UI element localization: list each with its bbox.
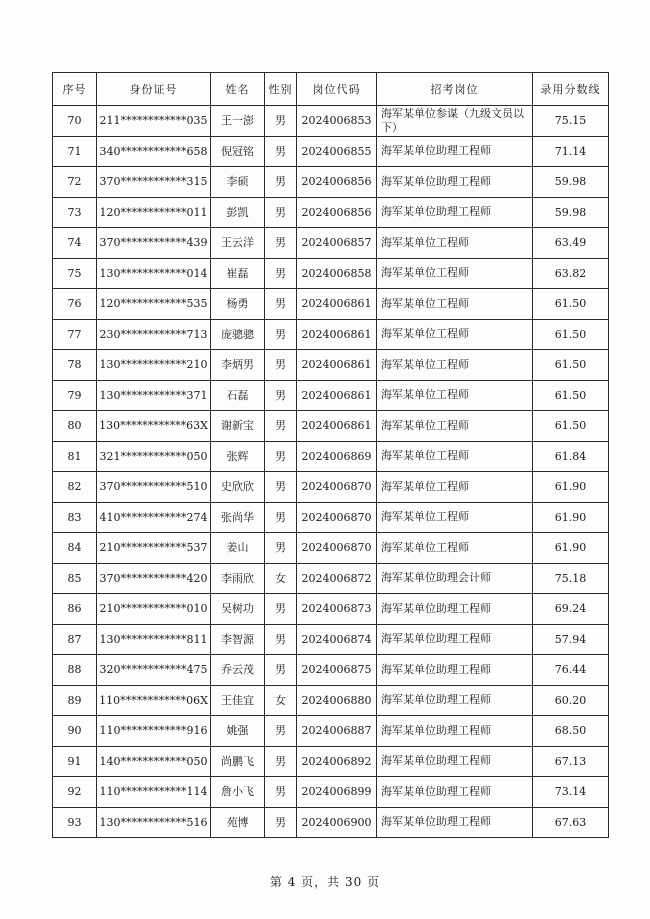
- cell-score: 63.82: [533, 258, 609, 289]
- cell-id-number: 120************011: [97, 197, 211, 228]
- cell-score: 67.63: [533, 807, 609, 838]
- cell-score: 57.94: [533, 624, 609, 655]
- cell-id-number: 130************371: [97, 380, 211, 411]
- cell-position: 海军某单位工程师: [377, 228, 533, 259]
- cell-position-code: 2024006853: [297, 106, 377, 137]
- cell-position-code: 2024006875: [297, 655, 377, 686]
- cell-gender: 女: [265, 685, 297, 716]
- cell-id-number: 370************420: [97, 563, 211, 594]
- table-row: [53, 380, 609, 411]
- cell-seq: 93: [53, 807, 97, 838]
- cell-score: 68.50: [533, 716, 609, 747]
- cell-position: 海军某单位助理工程师: [377, 167, 533, 198]
- cell-gender: 男: [265, 807, 297, 838]
- cell-id-number: 110************06X: [97, 685, 211, 716]
- column-header-gender: 性别: [265, 73, 297, 106]
- cell-name: 姜山: [211, 533, 265, 564]
- table-row: [53, 502, 609, 533]
- table-row: [53, 563, 609, 594]
- cell-score: 61.84: [533, 441, 609, 472]
- table-row: [53, 228, 609, 259]
- cell-name: 石磊: [211, 380, 265, 411]
- cell-seq: 85: [53, 563, 97, 594]
- cell-name: 王云洋: [211, 228, 265, 259]
- cell-position: 海军某单位助理工程师: [377, 746, 533, 777]
- cell-position: 海军某单位工程师: [377, 533, 533, 564]
- cell-seq: 84: [53, 533, 97, 564]
- cell-id-number: 110************114: [97, 777, 211, 808]
- cell-gender: 男: [265, 136, 297, 167]
- cell-seq: 77: [53, 319, 97, 350]
- cell-position: 海军某单位助理工程师: [377, 807, 533, 838]
- cell-score: 76.44: [533, 655, 609, 686]
- table-row: [53, 258, 609, 289]
- cell-id-number: 370************439: [97, 228, 211, 259]
- cell-gender: 男: [265, 197, 297, 228]
- cell-position-code: 2024006857: [297, 228, 377, 259]
- cell-gender: 男: [265, 655, 297, 686]
- cell-score: 61.90: [533, 502, 609, 533]
- cell-position-code: 2024006861: [297, 411, 377, 442]
- cell-score: 60.20: [533, 685, 609, 716]
- cell-name: 吴树功: [211, 594, 265, 625]
- cell-position: 海军某单位工程师: [377, 319, 533, 350]
- cell-gender: 男: [265, 533, 297, 564]
- table-row: [53, 472, 609, 503]
- cell-name: 姚强: [211, 716, 265, 747]
- cell-id-number: 340************658: [97, 136, 211, 167]
- cell-position-code: 2024006870: [297, 472, 377, 503]
- cell-score: 61.50: [533, 350, 609, 381]
- cell-id-number: 370************510: [97, 472, 211, 503]
- cell-score: 61.90: [533, 472, 609, 503]
- cell-position-code: 2024006861: [297, 380, 377, 411]
- cell-position: 海军某单位工程师: [377, 380, 533, 411]
- cell-position-code: 2024006900: [297, 807, 377, 838]
- cell-seq: 70: [53, 106, 97, 137]
- table-row: [53, 289, 609, 320]
- column-header-score: 录用分数线: [533, 73, 609, 106]
- cell-position: 海军某单位助理工程师: [377, 655, 533, 686]
- cell-score: 73.14: [533, 777, 609, 808]
- cell-id-number: 130************210: [97, 350, 211, 381]
- table-row: [53, 746, 609, 777]
- cell-gender: 男: [265, 167, 297, 198]
- cell-score: 69.24: [533, 594, 609, 625]
- cell-name: 乔云茂: [211, 655, 265, 686]
- page-number: 第 4 页，共 30 页: [269, 875, 381, 889]
- cell-gender: 男: [265, 289, 297, 320]
- table-row: [53, 777, 609, 808]
- cell-seq: 88: [53, 655, 97, 686]
- cell-position-code: 2024006856: [297, 167, 377, 198]
- cell-score: 71.14: [533, 136, 609, 167]
- cell-position-code: 2024006887: [297, 716, 377, 747]
- cell-name: 尚鹏飞: [211, 746, 265, 777]
- cell-name: 王佳宜: [211, 685, 265, 716]
- cell-gender: 男: [265, 258, 297, 289]
- cell-score: 63.49: [533, 228, 609, 259]
- table-row: [53, 350, 609, 381]
- cell-id-number: 210************537: [97, 533, 211, 564]
- table-row: [53, 716, 609, 747]
- cell-position: 海军某单位工程师: [377, 350, 533, 381]
- cell-id-number: 230************713: [97, 319, 211, 350]
- cell-position: 海军某单位助理工程师: [377, 685, 533, 716]
- cell-name: 庞骢骢: [211, 319, 265, 350]
- cell-gender: 男: [265, 319, 297, 350]
- cell-seq: 76: [53, 289, 97, 320]
- cell-position-code: 2024006869: [297, 441, 377, 472]
- cell-seq: 81: [53, 441, 97, 472]
- table-row: [53, 411, 609, 442]
- cell-seq: 75: [53, 258, 97, 289]
- cell-position: 海军某单位助理工程师: [377, 594, 533, 625]
- table-row: [53, 167, 609, 198]
- cell-score: 75.15: [533, 106, 609, 137]
- table-row: [53, 807, 609, 838]
- cell-gender: 男: [265, 228, 297, 259]
- cell-name: 张尚华: [211, 502, 265, 533]
- table-row: [53, 533, 609, 564]
- cell-gender: 男: [265, 502, 297, 533]
- cell-gender: 男: [265, 106, 297, 137]
- cell-score: 61.50: [533, 380, 609, 411]
- table-row: [53, 655, 609, 686]
- cell-position-code: 2024006861: [297, 289, 377, 320]
- cell-gender: 男: [265, 411, 297, 442]
- cell-name: 王一澎: [211, 106, 265, 137]
- cell-gender: 男: [265, 624, 297, 655]
- table-row: [53, 136, 609, 167]
- cell-seq: 87: [53, 624, 97, 655]
- admission-roster-table: [52, 72, 609, 838]
- cell-id-number: 370************315: [97, 167, 211, 198]
- cell-seq: 90: [53, 716, 97, 747]
- cell-position: 海军某单位助理会计师: [377, 563, 533, 594]
- cell-seq: 86: [53, 594, 97, 625]
- cell-id-number: 130************811: [97, 624, 211, 655]
- cell-position: 海军某单位工程师: [377, 441, 533, 472]
- cell-position: 海军某单位助理工程师: [377, 136, 533, 167]
- cell-position-code: 2024006861: [297, 350, 377, 381]
- cell-score: 59.98: [533, 197, 609, 228]
- cell-position-code: 2024006856: [297, 197, 377, 228]
- cell-position-code: 2024006861: [297, 319, 377, 350]
- cell-position-code: 2024006858: [297, 258, 377, 289]
- column-header-position-code: 岗位代码: [297, 73, 377, 106]
- cell-position-code: 2024006899: [297, 777, 377, 808]
- cell-position-code: 2024006870: [297, 502, 377, 533]
- table-header-row: [53, 73, 609, 106]
- cell-name: 詹小飞: [211, 777, 265, 808]
- cell-position: 海军某单位工程师: [377, 502, 533, 533]
- cell-position: 海军某单位工程师: [377, 472, 533, 503]
- cell-seq: 72: [53, 167, 97, 198]
- table-row: [53, 441, 609, 472]
- cell-position-code: 2024006872: [297, 563, 377, 594]
- cell-position: 海军某单位工程师: [377, 289, 533, 320]
- cell-name: 崔磊: [211, 258, 265, 289]
- cell-name: 倪冠铭: [211, 136, 265, 167]
- cell-position-code: 2024006873: [297, 594, 377, 625]
- table-row: [53, 106, 609, 137]
- cell-id-number: 320************475: [97, 655, 211, 686]
- cell-position: 海军某单位助理工程师: [377, 624, 533, 655]
- cell-name: 张辉: [211, 441, 265, 472]
- cell-position: 海军某单位工程师: [377, 258, 533, 289]
- cell-seq: 78: [53, 350, 97, 381]
- cell-position: 海军某单位参谋（九级文员以下）: [377, 106, 533, 137]
- cell-score: 75.18: [533, 563, 609, 594]
- cell-gender: 女: [265, 563, 297, 594]
- cell-seq: 83: [53, 502, 97, 533]
- cell-name: 李智源: [211, 624, 265, 655]
- cell-gender: 男: [265, 777, 297, 808]
- cell-score: 61.50: [533, 289, 609, 320]
- cell-id-number: 210************010: [97, 594, 211, 625]
- cell-position-code: 2024006855: [297, 136, 377, 167]
- cell-id-number: 410************274: [97, 502, 211, 533]
- cell-id-number: 130************63X: [97, 411, 211, 442]
- cell-position-code: 2024006892: [297, 746, 377, 777]
- column-header-id-number: 身份证号: [97, 73, 211, 106]
- cell-score: 59.98: [533, 167, 609, 198]
- cell-position: 海军某单位助理工程师: [377, 777, 533, 808]
- cell-name: 史欣欣: [211, 472, 265, 503]
- cell-position-code: 2024006870: [297, 533, 377, 564]
- column-header-position: 招考岗位: [377, 73, 533, 106]
- cell-position-code: 2024006880: [297, 685, 377, 716]
- table-row: [53, 319, 609, 350]
- cell-gender: 男: [265, 441, 297, 472]
- cell-id-number: 321************050: [97, 441, 211, 472]
- cell-gender: 男: [265, 746, 297, 777]
- cell-name: 杨勇: [211, 289, 265, 320]
- cell-score: 61.50: [533, 319, 609, 350]
- cell-id-number: 120************535: [97, 289, 211, 320]
- cell-seq: 74: [53, 228, 97, 259]
- cell-id-number: 110************916: [97, 716, 211, 747]
- cell-name: 彭凯: [211, 197, 265, 228]
- cell-seq: 73: [53, 197, 97, 228]
- table-row: [53, 594, 609, 625]
- cell-seq: 80: [53, 411, 97, 442]
- cell-name: 李雨欣: [211, 563, 265, 594]
- cell-score: 61.90: [533, 533, 609, 564]
- cell-seq: 82: [53, 472, 97, 503]
- cell-id-number: 130************516: [97, 807, 211, 838]
- column-header-seq: 序号: [53, 73, 97, 106]
- table-row: [53, 685, 609, 716]
- cell-seq: 79: [53, 380, 97, 411]
- cell-position: 海军某单位助理工程师: [377, 197, 533, 228]
- cell-gender: 男: [265, 716, 297, 747]
- cell-name: 李炳男: [211, 350, 265, 381]
- cell-gender: 男: [265, 350, 297, 381]
- cell-position: 海军某单位工程师: [377, 411, 533, 442]
- cell-name: 李硕: [211, 167, 265, 198]
- cell-id-number: 140************050: [97, 746, 211, 777]
- cell-seq: 89: [53, 685, 97, 716]
- table-row: [53, 624, 609, 655]
- cell-position-code: 2024006874: [297, 624, 377, 655]
- cell-id-number: 130************014: [97, 258, 211, 289]
- cell-id-number: 211************035: [97, 106, 211, 137]
- cell-name: 谢新宝: [211, 411, 265, 442]
- table-row: [53, 197, 609, 228]
- cell-gender: 男: [265, 472, 297, 503]
- cell-position: 海军某单位助理工程师: [377, 716, 533, 747]
- cell-name: 苑博: [211, 807, 265, 838]
- cell-seq: 91: [53, 746, 97, 777]
- cell-score: 67.13: [533, 746, 609, 777]
- cell-gender: 男: [265, 380, 297, 411]
- table-body: [53, 106, 609, 838]
- cell-gender: 男: [265, 594, 297, 625]
- cell-seq: 71: [53, 136, 97, 167]
- cell-score: 61.50: [533, 411, 609, 442]
- cell-seq: 92: [53, 777, 97, 808]
- column-header-name: 姓名: [211, 73, 265, 106]
